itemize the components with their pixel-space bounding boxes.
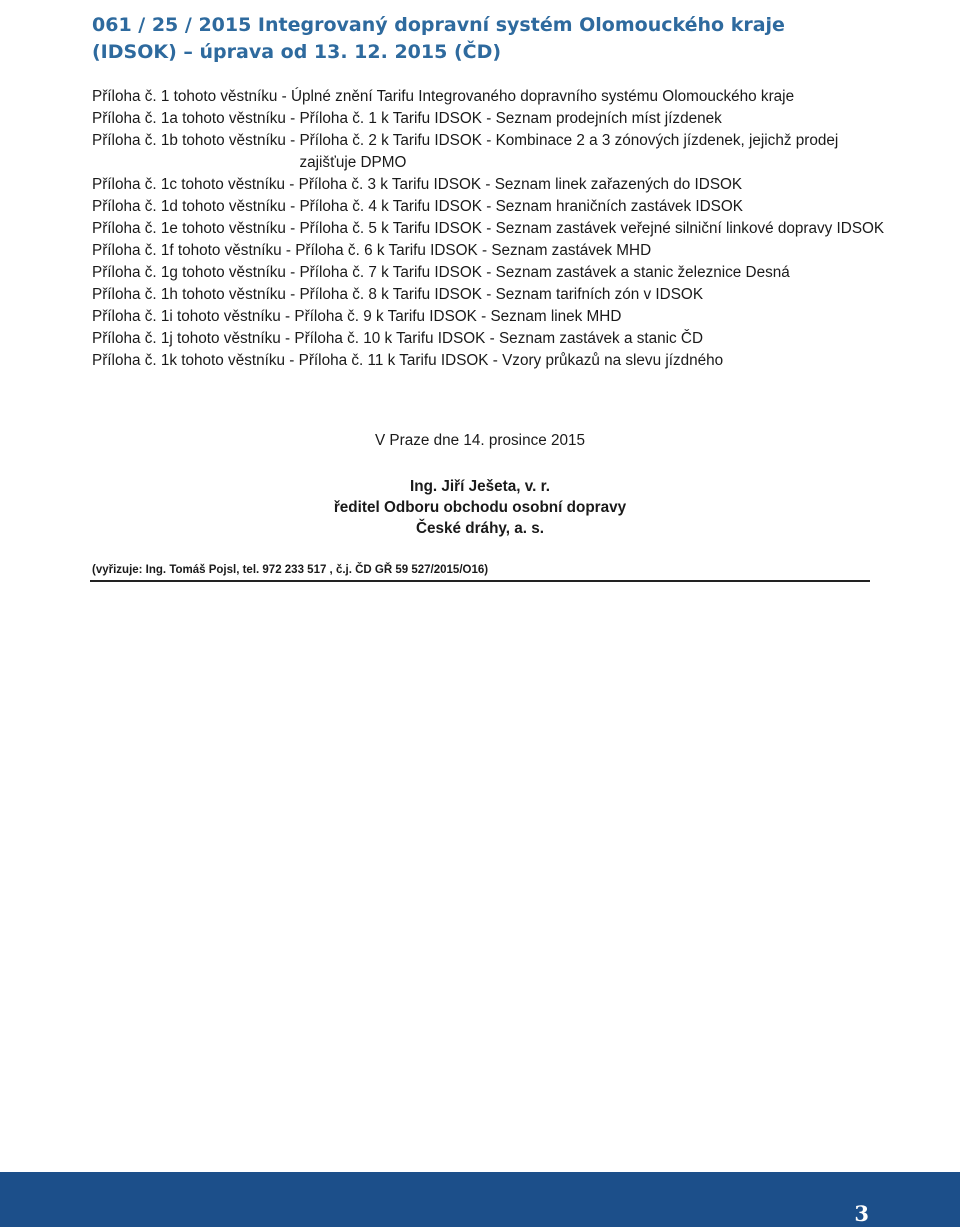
signature-place-date: V Praze dne 14. prosince 2015	[374, 432, 586, 449]
attachment-list	[92, 86, 892, 372]
attachment-label: Příloha č. 1 tohoto věstníku -	[92, 88, 291, 105]
attachment-label: Příloha č. 1i tohoto věstníku -	[92, 308, 295, 325]
attachment-item	[92, 130, 892, 174]
attachment-description: Příloha č. 7 k Tarifu IDSOK - Seznam zastávek a stanic železnice Desná	[299, 264, 790, 281]
attachment-description: Příloha č. 5 k Tarifu IDSOK - Seznam zastávek veřejné silniční linkové dopravy IDSOK	[299, 220, 885, 237]
document-title: 061 / 25 / 2015 Integrovaný dopravní systém Olomouckého kraje (IDSOK) – úprava od 13. 12. 2015 (ČD)	[92, 14, 785, 63]
attachment-description: Úplné znění Tarifu Integrovaného dopravního systému Olomouckého kraje	[290, 88, 795, 105]
attachment-label: Příloha č. 1e tohoto věstníku -	[92, 220, 300, 237]
attachment-item	[92, 174, 892, 196]
attachment-description: Příloha č. 10 k Tarifu IDSOK - Seznam zastávek a stanic ČD	[294, 330, 704, 347]
attachment-label: Příloha č. 1g tohoto věstníku -	[92, 264, 300, 281]
attachment-item	[92, 218, 892, 240]
attachment-description: Příloha č. 4 k Tarifu IDSOK - Seznam hraničních zastávek IDSOK	[299, 198, 743, 215]
attachment-label: Příloha č. 1f tohoto věstníku -	[92, 242, 296, 259]
attachment-item	[92, 350, 892, 372]
attachment-description: Příloha č. 3 k Tarifu IDSOK - Seznam linek zařazených do IDSOK	[298, 176, 743, 193]
attachment-label: Příloha č. 1j tohoto věstníku -	[92, 330, 295, 347]
horizontal-divider	[90, 580, 870, 582]
attachment-description: Příloha č. 2 k Tarifu IDSOK - Kombinace 2 a 3 zónových jízdenek, jejichž prodej zajišťuje DPMO	[299, 132, 839, 171]
attachment-item	[92, 196, 892, 218]
attachment-item	[92, 240, 892, 262]
attachment-label: Příloha č. 1b tohoto věstníku -	[92, 132, 300, 149]
signature-role: ředitel Odboru obchodu osobní dopravy	[333, 499, 627, 516]
attachment-description: Příloha č. 1 k Tarifu IDSOK - Seznam prodejních míst jízdenek	[299, 110, 722, 127]
attachment-item	[92, 262, 892, 284]
attachment-description: Příloha č. 9 k Tarifu IDSOK - Seznam linek MHD	[294, 308, 622, 325]
attachment-description: Příloha č. 11 k Tarifu IDSOK - Vzory průkazů na slevu jízdného	[298, 352, 724, 369]
attachment-label: Příloha č. 1c tohoto věstníku -	[92, 176, 299, 193]
attachment-item	[92, 86, 892, 108]
attachment-label: Příloha č. 1h tohoto věstníku -	[92, 286, 300, 303]
attachment-item	[92, 306, 892, 328]
signature-organization: České dráhy, a. s.	[415, 520, 545, 537]
contact-note: (vyřizuje: Ing. Tomáš Pojsl, tel. 972 233 517 , č.j. ČD GŘ 59 527/2015/O16)	[92, 564, 489, 576]
attachment-description: Příloha č. 6 k Tarifu IDSOK - Seznam zastávek MHD	[295, 242, 652, 259]
attachment-item	[92, 284, 892, 306]
page-number: 3	[854, 1201, 869, 1226]
attachment-label: Příloha č. 1d tohoto věstníku -	[92, 198, 300, 215]
attachment-item	[92, 108, 892, 130]
attachment-label: Příloha č. 1a tohoto věstníku -	[92, 110, 300, 127]
attachment-label: Příloha č. 1k tohoto věstníku -	[92, 352, 299, 369]
signature-name: Ing. Jiří Ješeta, v. r.	[409, 478, 550, 495]
footer-band	[0, 1172, 960, 1227]
attachment-item	[92, 328, 892, 350]
attachment-description: Příloha č. 8 k Tarifu IDSOK - Seznam tarifních zón v IDSOK	[299, 286, 704, 303]
